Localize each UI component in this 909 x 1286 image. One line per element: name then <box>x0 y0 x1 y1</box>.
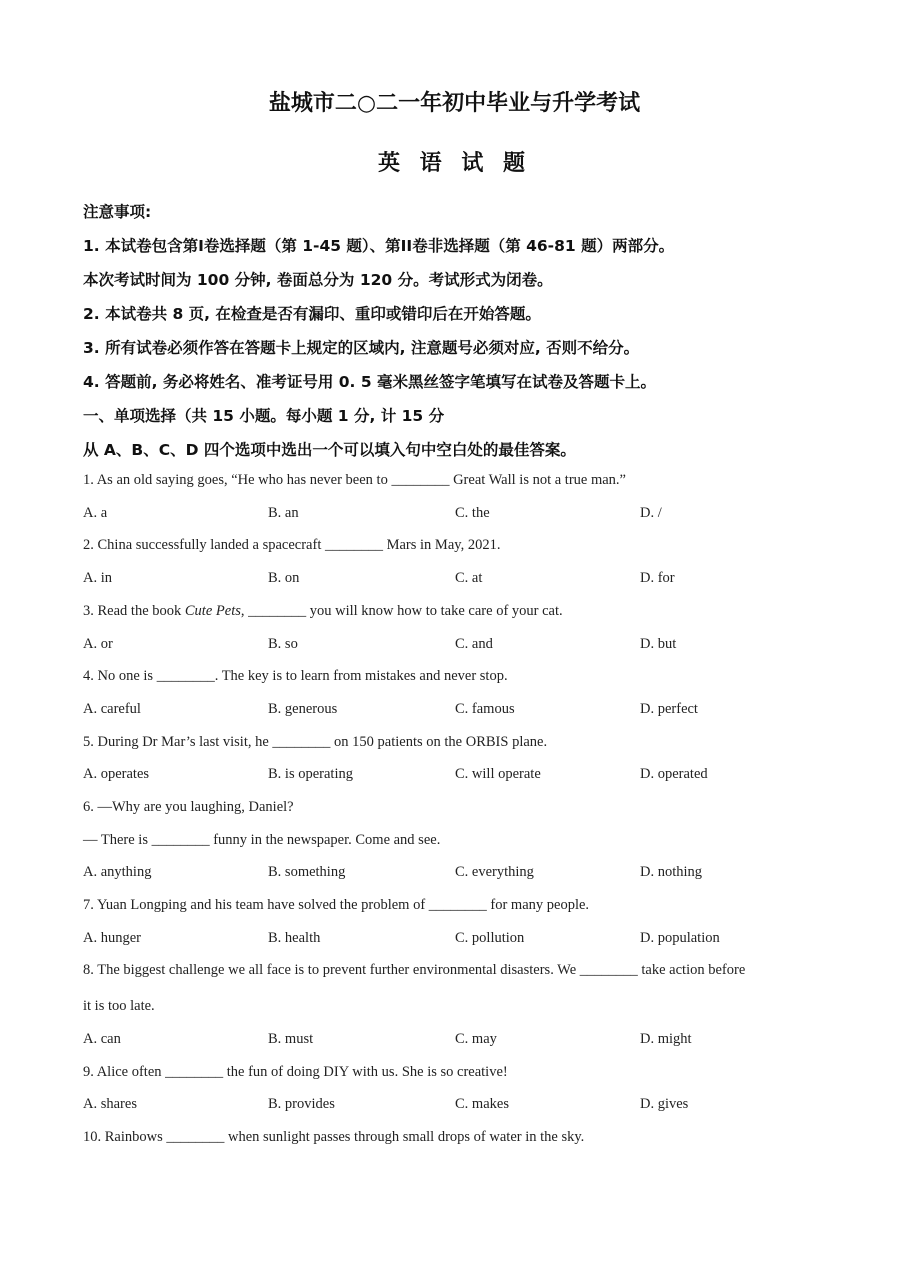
option-b: B. health <box>268 930 321 946</box>
exam-subtitle: 英 语 试 题 <box>378 151 531 176</box>
option-c: C. famous <box>455 701 515 717</box>
question-stem-9: 9. Alice often ________ the fun of doing DIY with us. She is so creative! <box>83 1064 508 1080</box>
question-stem-3 <box>83 603 563 620</box>
option-c: C. will operate <box>455 766 541 782</box>
question-stem-10: 10. Rainbows ________ when sunlight passes through small drops of water in the sky. <box>83 1129 585 1145</box>
section-heading: 一、单项选择（共 15 小题。每小题 1 分, 计 15 分 <box>83 407 445 425</box>
option-a: A. can <box>83 1031 121 1047</box>
option-a: A. in <box>83 570 112 586</box>
note-line-4: 3. 所有试卷必须作答在答题卡上规定的区域内, 注意题号必须对应, 否则不给分。 <box>83 339 640 357</box>
option-d: D. might <box>640 1031 692 1047</box>
option-c: C. and <box>455 636 493 652</box>
option-b: B. generous <box>268 701 338 717</box>
question-stem-4: 4. No one is ________. The key is to learn from mistakes and never stop. <box>83 668 508 684</box>
option-b: B. an <box>268 505 299 521</box>
option-c: C. may <box>455 1031 497 1047</box>
exam-title: 盐城市二○二一年初中毕业与升学考试 <box>268 91 641 116</box>
option-a: A. operates <box>83 766 150 782</box>
question-stem-5: 5. During Dr Mar’s last visit, he ________ on 150 patients on the ORBIS plane. <box>83 734 548 750</box>
option-d: D. operated <box>640 766 708 782</box>
note-line-1: 1. 本试卷包含第I卷选择题（第 1-45 题）、第II卷非选择题（第 46-81 题）两部分。 <box>83 237 675 255</box>
book-title: Cute Pets <box>184 603 241 619</box>
option-d: D. nothing <box>640 864 703 880</box>
question-stem-8-cont: it is too late. <box>83 998 155 1014</box>
option-a: A. careful <box>83 701 141 717</box>
question-stem-2: 2. China successfully landed a spacecraft ________ Mars in May, 2021. <box>83 537 501 553</box>
option-d: D. / <box>640 505 662 521</box>
stem-text: , ________ you will know how to take care of your cat. <box>240 603 563 619</box>
notes-heading: 注意事项: <box>83 203 152 221</box>
option-a: A. a <box>83 505 108 521</box>
option-a: A. shares <box>83 1096 137 1112</box>
stem-text: 3. Read the book <box>83 603 185 619</box>
option-b: B. must <box>268 1031 314 1047</box>
option-b: B. so <box>268 636 298 652</box>
question-stem-6: 6. —Why are you laughing, Daniel? <box>83 799 294 815</box>
question-stem-6-reply: — There is ________ funny in the newspaper. Come and see. <box>83 832 441 848</box>
option-b: B. on <box>268 570 300 586</box>
question-stem-8: 8. The biggest challenge we all face is to prevent further environmental disasters. We ________ take action before <box>83 962 746 978</box>
note-line-2: 本次考试时间为 100 分钟, 卷面总分为 120 分。考试形式为闭卷。 <box>83 271 553 289</box>
option-c: C. the <box>455 505 490 521</box>
option-a: A. or <box>83 636 113 652</box>
option-d: D. population <box>640 930 720 946</box>
option-c: C. at <box>455 570 483 586</box>
section-instruction: 从 A、B、C、D 四个选项中选出一个可以填入句中空白处的最佳答案。 <box>83 441 576 459</box>
option-b: B. something <box>268 864 346 880</box>
option-c: C. makes <box>455 1096 509 1112</box>
option-d: D. gives <box>640 1096 689 1112</box>
option-d: D. perfect <box>640 701 698 717</box>
option-b: B. is operating <box>268 766 353 782</box>
option-d: D. for <box>640 570 675 586</box>
option-c: C. pollution <box>455 930 525 946</box>
option-b: B. provides <box>268 1096 335 1112</box>
option-c: C. everything <box>455 864 534 880</box>
question-stem-1: 1. As an old saying goes, “He who has never been to ________ Great Wall is not a true man.” <box>83 472 626 488</box>
option-d: D. but <box>640 636 677 652</box>
option-a: A. hunger <box>83 930 141 946</box>
option-a: A. anything <box>83 864 152 880</box>
note-line-3: 2. 本试卷共 8 页, 在检查是否有漏印、重印或错印后在开始答题。 <box>83 305 541 323</box>
note-line-5: 4. 答题前, 务必将姓名、准考证号用 0. 5 毫米黑丝签字笔填写在试卷及答题卡上。 <box>83 373 657 391</box>
question-stem-7: 7. Yuan Longping and his team have solved the problem of ________ for many people. <box>83 897 590 913</box>
